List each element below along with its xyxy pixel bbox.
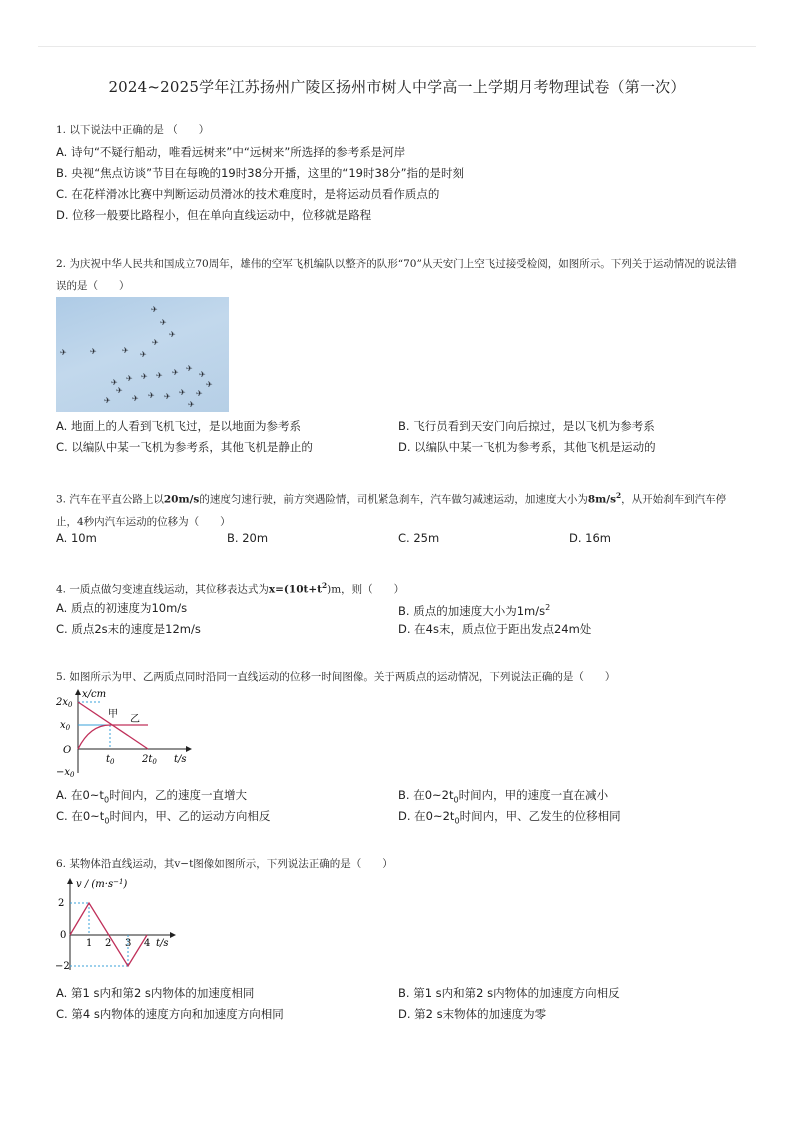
q6-option-b[interactable]: B. 第1 s内和第2 s内物体的加速度方向相反	[398, 986, 620, 1000]
q5-option-b[interactable]: B. 在$0\sim 2t_0$时间内，甲的速度一直在减小	[398, 788, 609, 805]
q3-stem: 3. 汽车在平直公路上以20m/s的速度匀速行驶，前方突遇险情，司机紧急刹车，汽车做匀减速运动，加速度大小为$8m/s^2$，从开始刹车到汽车停止，4秒内汽车运动的位移为（ ）	[56, 491, 727, 528]
q5-stem: 5. 如图所示为甲、乙两质点同时沿同一直线运动的位移一时间图像。关于两质点的运动情况，下列说法正确的是（ ）	[56, 671, 616, 683]
q3-option-d[interactable]: D. 16m	[569, 531, 612, 545]
q5-option-c[interactable]: C. 在$0\sim t_0$时间内，甲、乙的运动方向相反	[56, 809, 271, 826]
q1-option-b[interactable]: B. 央视“焦点访谈”节目在每晚的19时38分开播，这里的“19时38分”指的是时刻	[56, 166, 465, 180]
q1-option-d[interactable]: D. 位移一般要比路程小，但在单向直线运动中，位移就是路程	[56, 208, 372, 222]
svg-text:4: 4	[144, 938, 151, 949]
svg-text:2x0: $2x_0$	[56, 697, 73, 709]
q5-label-yi: 乙	[130, 714, 140, 725]
q2-option-d[interactable]: D. 以编队中某一飞机为参考系，其他飞机是运动的	[398, 440, 656, 454]
svg-text:2t0: $2t_0$	[142, 754, 157, 766]
q5-option-d[interactable]: D. 在$0\sim 2t_0$时间内，甲、乙发生的位移相同	[398, 809, 621, 826]
svg-text:t/s: t/s	[174, 754, 187, 765]
q6-option-c[interactable]: C. 第4 s内物体的速度方向和加速度方向相同	[56, 1007, 284, 1021]
q5-label-jia: 甲	[108, 709, 118, 720]
q5-curve-yi	[78, 725, 110, 749]
q1-option-a[interactable]: A. 诗句“不疑行船动，唯看远树来”中“远树来”所选择的参考系是河岸	[56, 145, 406, 159]
svg-text:−2: −2	[55, 961, 70, 972]
q2-stem: 2. 为庆祝中华人民共和国成立70周年，雄伟的空军飞机编队以整齐的队形“70”从天安门上空飞过接受检阅，如图所示。下列关于运动情况的说法错误的是（ ）	[56, 258, 737, 292]
q4-stem: 4. 一质点做匀变速直线运动，其位移表达式为$x=(10t+t^2)m$，则（ ）	[56, 581, 405, 596]
svg-text:3: 3	[125, 938, 132, 949]
svg-text:0: 0	[60, 930, 67, 941]
q5-y-label: x/cm	[82, 689, 107, 700]
q4-option-c[interactable]: C. 质点2s末的速度是12m/s	[56, 622, 201, 636]
svg-text:t/s: t/s	[156, 938, 169, 949]
svg-text:2: 2	[105, 938, 112, 949]
q5-option-a[interactable]: A. 在$0\sim t_0$时间内，乙的速度一直增大	[56, 788, 248, 805]
svg-text:1: 1	[86, 938, 93, 949]
q4-option-a[interactable]: A. 质点的初速度为10m/s	[56, 601, 188, 615]
q6-option-d[interactable]: D. 第2 s末物体的加速度为零	[398, 1007, 547, 1021]
q4-option-b[interactable]: B. 质点的加速度大小为$1m/s^2$	[398, 603, 551, 618]
svg-text:t0: $t_0$	[106, 754, 115, 766]
q1-option-c[interactable]: C. 在花样滑冰比赛中判断运动员滑冰的技术难度时，是将运动员看作质点的	[56, 187, 440, 201]
q3-option-b[interactable]: B. 20m	[227, 531, 269, 545]
svg-text:2: 2	[58, 898, 65, 909]
q2-option-a[interactable]: A. 地面上的人看到飞机飞过，是以地面为参考系	[56, 419, 301, 433]
q3-option-c[interactable]: C. 25m	[398, 531, 440, 545]
q2-option-c[interactable]: C. 以编队中某一飞机为参考系，其他飞机是静止的	[56, 440, 313, 454]
q5-xt-graph	[50, 687, 200, 781]
q2-option-b[interactable]: B. 飞行员看到天安门向后掠过，是以飞机为参考系	[398, 419, 655, 433]
q6-option-a[interactable]: A. 第1 s内和第2 s内物体的加速度相同	[56, 986, 255, 1000]
svg-text:x0: $x_0$	[60, 720, 71, 732]
svg-text:O: O	[63, 745, 72, 756]
q6-vt-graph	[52, 874, 192, 974]
flypast-photo: ✈ ✈ ✈ ✈ ✈ ✈ ✈ ✈ ✈ ✈ ✈ ✈ ✈ ✈ ✈ ✈ ✈ ✈ ✈ ✈ ✈ ✈ ✈ ✈	[56, 297, 229, 412]
q3-option-a[interactable]: A. 10m	[56, 531, 97, 545]
q6-stem: 6. 某物体沿直线运动，其v−t图像如图所示，下列说法正确的是（ ）	[56, 858, 393, 870]
svg-text:−x0: $-x_0$	[56, 767, 75, 779]
q1-stem: 1. 以下说法中正确的是 （ ）	[56, 124, 210, 136]
q4-option-d[interactable]: D. 在4s末，质点位于距出发点24m处	[398, 622, 592, 636]
page-title: 2024~2025学年江苏扬州广陵区扬州市树人中学高一上学期月考物理试卷（第一次）	[108, 78, 686, 96]
q6-y-label: $v / (m\cdot s^{-1})$	[76, 878, 128, 890]
